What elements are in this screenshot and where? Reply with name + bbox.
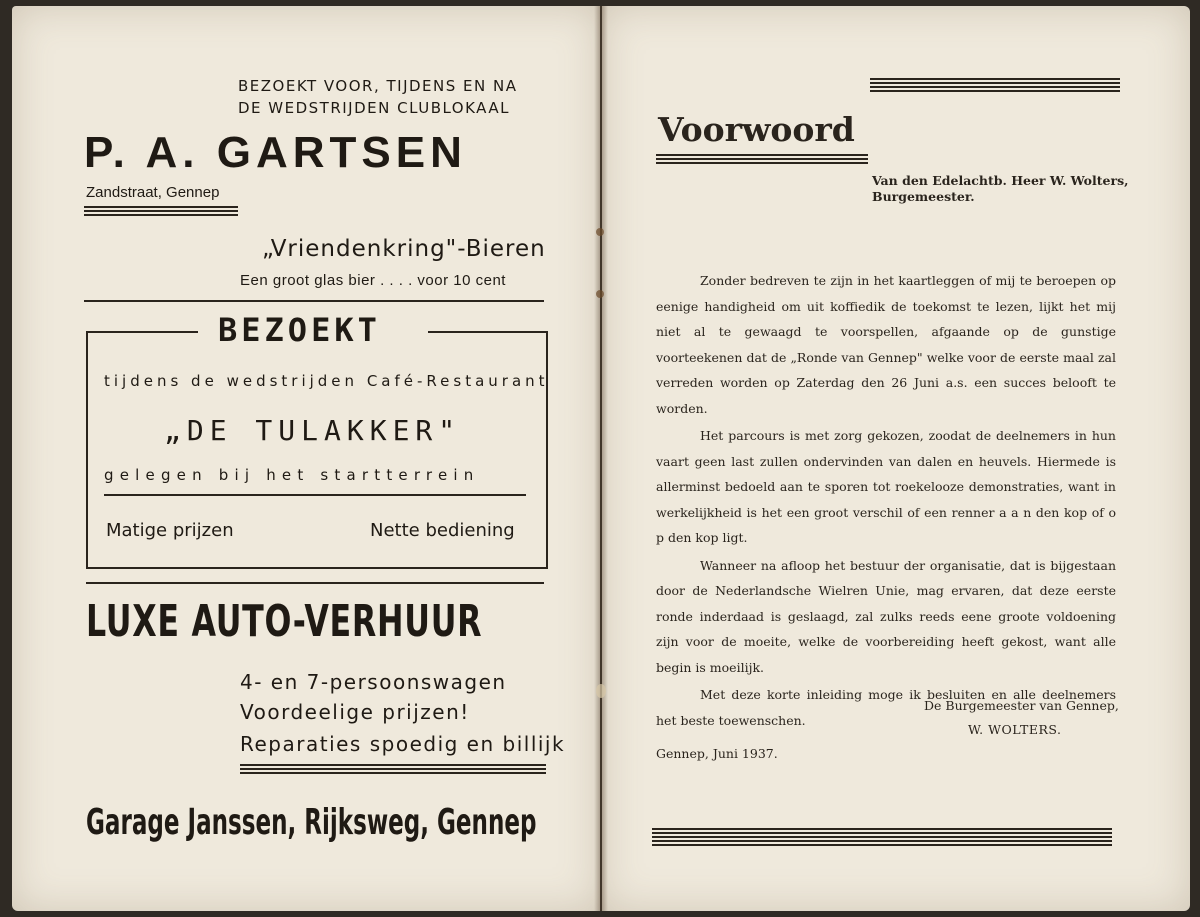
decorative-triple-rule xyxy=(652,828,1112,846)
gartsen-intro-line2: DE WEDSTRIJDEN CLUBLOKAAL xyxy=(238,99,510,117)
place-date: Gennep, Juni 1937. xyxy=(656,746,778,761)
tulakker-right-note: Nette bediening xyxy=(370,520,515,541)
voorwoord-subtitle-line1: Van den Edelachtb. Heer W. Wolters, xyxy=(872,173,1129,188)
divider xyxy=(86,582,544,584)
voorwoord-subtitle-line2: Burgemeester. xyxy=(872,189,975,204)
tulakker-heading: BEZOEKT xyxy=(218,311,381,349)
auto-footer: Garage Janssen, Rijksweg, Gennep xyxy=(86,802,537,843)
signature-line1: De Burgemeester van Gennep, xyxy=(924,698,1119,713)
tulakker-left-note: Matige prijzen xyxy=(106,520,234,541)
divider xyxy=(104,494,526,496)
signature-line2: W. WOLTERS. xyxy=(968,722,1062,737)
decorative-triple-rule xyxy=(240,764,546,774)
staple-hole xyxy=(596,290,604,298)
decorative-triple-rule xyxy=(656,154,868,164)
gartsen-offer: Een groot glas bier . . . . voor 10 cent xyxy=(240,272,506,289)
auto-heading: LUXE AUTO-VERHUUR xyxy=(86,596,483,647)
gartsen-beer: „Vriendenkring"-Bieren xyxy=(262,236,546,262)
tulakker-line2: gelegen bij het startterrein xyxy=(104,466,480,484)
voorwoord-paragraph: Zonder bedreven te zijn in het kaartleggen of mij te beroepen op eenige handigheid om uit koffiedik de toekomst te lezen, lijkt het mij niet al te gewaagd te voorspellen, afgaande op de gunstige voorteekenen dat de „Ronde van Gennep" welke voor de eerste maal zal verreden worden op Zaterdag den 26 Juni a.s. een succes belooft te worden. xyxy=(656,273,1116,416)
voorwoord-paragraph: Wanneer na afloop het bestuur der organisatie, dat is bijgestaan door de Nederlandsche Wielren Unie, mag ervaren, dat deze eerste ronde inderdaad is geslaagd, zal zulks reeds eene groote voldoening zijn voor de moeite, welke de voorbereiding heeft gekost, want alle begin is moeilijk. xyxy=(656,557,1116,675)
decorative-triple-rule xyxy=(84,206,238,216)
voorwoord-paragraph: Het parcours is met zorg gekozen, zoodat de deelnemers in hun vaart geen last zullen ondervinden van dalen en heuvels. Hiermede is allerminst bedoeld aan te sporen tot roekelooze demonstraties, want in werkelijkheid is het een groot verschil of een renner a a n den kop of o p den kop ligt. xyxy=(656,428,1116,545)
decorative-triple-rule xyxy=(870,78,1120,94)
tulakker-name: „DE TULAKKER" xyxy=(164,414,462,447)
book-gutter xyxy=(594,6,608,911)
staple-hole xyxy=(596,228,604,236)
gartsen-name: P. A. GARTSEN xyxy=(84,128,467,177)
voorwoord-body xyxy=(656,268,1116,733)
auto-line2: Voordeelige prijzen! xyxy=(240,700,470,724)
box-top-left-rule xyxy=(86,331,198,333)
tulakker-line1: tijdens de wedstrijden Café-Restaurant xyxy=(104,372,549,390)
auto-line3: Reparaties spoedig en billijk xyxy=(240,732,566,756)
gartsen-address: Zandstraat, Gennep xyxy=(86,184,220,201)
voorwoord-paragraph: Met deze korte inleiding moge ik besluiten en alle deelnemers het beste toewenschen. xyxy=(656,687,1116,728)
box-top-right-rule xyxy=(428,331,546,333)
gartsen-intro-line1: BEZOEKT VOOR, TIJDENS EN NA xyxy=(238,77,518,95)
divider xyxy=(84,300,544,302)
voorwoord-title: Voorwoord xyxy=(658,110,855,149)
auto-line1: 4- en 7-persoonswagen xyxy=(240,670,507,694)
staple-hole xyxy=(596,684,606,698)
